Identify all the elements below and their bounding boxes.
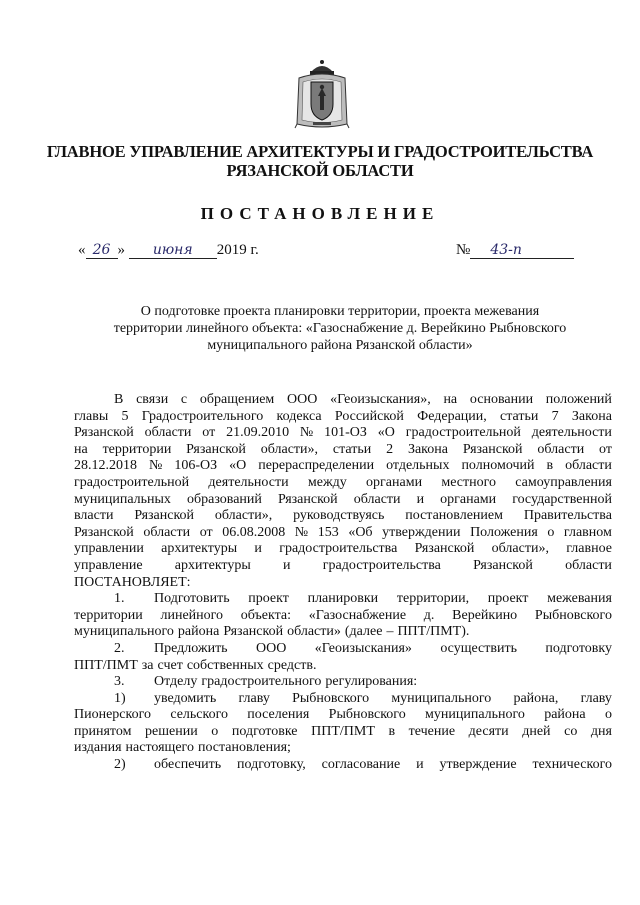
word: образований bbox=[186, 491, 262, 507]
date-close-quote: » bbox=[117, 242, 125, 258]
text-line bbox=[74, 425, 612, 442]
word: области bbox=[353, 491, 401, 507]
date-month-handwritten: июня bbox=[129, 242, 217, 259]
organization-name-line1: ГЛАВНОЕ УПРАВЛЕНИЕ АРХИТЕКТУРЫ И ГРАДОСТРОИТЕЛЬСТВА bbox=[46, 142, 594, 161]
text-line bbox=[74, 707, 612, 724]
word: «Газоснабжение bbox=[308, 607, 407, 623]
word: 2 bbox=[386, 441, 394, 457]
word: Рязанской bbox=[74, 524, 134, 540]
text-line bbox=[74, 508, 612, 525]
word: Рязанской bbox=[277, 491, 338, 507]
word: линейного bbox=[160, 607, 224, 623]
word: основании bbox=[469, 392, 534, 407]
word: и bbox=[283, 557, 291, 573]
word: области bbox=[537, 441, 585, 457]
word: «О bbox=[377, 425, 395, 441]
word: обращением bbox=[199, 392, 275, 407]
word: утверждении bbox=[382, 524, 461, 540]
word: ППТ/ПМТ bbox=[74, 657, 138, 673]
word: области bbox=[565, 458, 612, 474]
word: градостроительного bbox=[201, 674, 322, 690]
word: решении bbox=[145, 723, 198, 739]
word: между bbox=[307, 474, 347, 490]
organization-name-line2: РЯЗАНСКОЙ ОБЛАСТИ bbox=[226, 161, 414, 180]
word: 153 bbox=[317, 524, 339, 540]
word: области», bbox=[491, 541, 549, 557]
word: средств. bbox=[267, 657, 317, 673]
word: в bbox=[388, 723, 396, 739]
number-value-handwritten: 43-п bbox=[470, 242, 574, 259]
text-line bbox=[74, 492, 612, 509]
word: осуществить bbox=[440, 640, 517, 656]
word: планировки bbox=[307, 591, 379, 607]
word: от bbox=[202, 425, 216, 441]
word: власти bbox=[74, 508, 114, 524]
text-line bbox=[74, 458, 612, 475]
word: поселения bbox=[247, 707, 310, 723]
word: Отделу bbox=[154, 674, 198, 690]
word: главу bbox=[580, 690, 612, 706]
resolves-keyword: ПОСТАНОВЛЯЕТ: bbox=[74, 574, 191, 590]
word: градостроительства bbox=[322, 557, 441, 573]
word: области», bbox=[214, 508, 273, 524]
resolution-item bbox=[74, 591, 612, 608]
word: градостроительной bbox=[74, 474, 190, 490]
word: Рязанской bbox=[186, 441, 246, 457]
word: руководствуясь bbox=[293, 508, 385, 524]
word: связи bbox=[136, 392, 169, 407]
word: района bbox=[544, 707, 586, 723]
word: самоуправления bbox=[515, 474, 612, 490]
word: области» bbox=[287, 624, 341, 640]
word: территории, bbox=[396, 591, 470, 607]
word: муниципального bbox=[74, 624, 174, 640]
word: управление bbox=[74, 557, 143, 573]
word: в bbox=[546, 458, 554, 474]
word: области bbox=[143, 524, 191, 540]
word: главу bbox=[238, 690, 270, 706]
word: о bbox=[211, 723, 219, 739]
text-line bbox=[74, 608, 612, 625]
word: издания bbox=[74, 740, 122, 756]
word: ООО bbox=[256, 640, 287, 656]
word: «Геоизыскания», bbox=[330, 392, 431, 407]
word: принятом bbox=[74, 723, 132, 739]
item-text bbox=[154, 757, 612, 774]
word: Рязанской bbox=[462, 441, 523, 457]
word: подготовку bbox=[545, 640, 612, 656]
word: Рязанской bbox=[414, 541, 475, 557]
word: регулирования: bbox=[325, 674, 418, 690]
word: государственной bbox=[512, 491, 612, 507]
word: Рыбновского bbox=[534, 607, 612, 623]
word: Российской bbox=[334, 408, 404, 424]
word: Подготовить bbox=[154, 591, 230, 607]
item-number: 1) bbox=[114, 690, 126, 706]
word: д. bbox=[423, 607, 435, 623]
word: ППТ/ПМТ bbox=[311, 723, 375, 739]
text-line bbox=[74, 525, 612, 542]
word: Градостроительного bbox=[141, 408, 264, 424]
word: «О bbox=[229, 458, 247, 474]
word: «Геоизыскания» bbox=[314, 640, 412, 656]
word: и bbox=[416, 491, 425, 507]
word: градостроительной bbox=[405, 425, 521, 441]
date-open-quote: « bbox=[78, 242, 86, 258]
word: деятельности bbox=[531, 425, 612, 441]
text-line bbox=[74, 624, 612, 641]
word: муниципального bbox=[391, 690, 492, 706]
word: № bbox=[299, 425, 314, 441]
word: градостроительства bbox=[279, 541, 398, 557]
word: о bbox=[547, 524, 555, 540]
document-type-title: ПОСТАНОВЛЕНИЕ bbox=[200, 204, 440, 223]
document-number bbox=[456, 242, 574, 259]
date-day-handwritten: 26 bbox=[86, 242, 118, 259]
word: объекта: bbox=[240, 607, 291, 623]
word: архитектуры bbox=[161, 541, 238, 557]
word: технического bbox=[532, 757, 612, 773]
subject-line: О подготовке проекта планировки территории, проекта межевания bbox=[140, 304, 540, 319]
word: 5 bbox=[121, 408, 129, 424]
word: 28.12.2018 bbox=[74, 458, 137, 474]
word: муниципальных bbox=[74, 491, 171, 507]
word: статьи bbox=[500, 408, 539, 424]
word: на bbox=[443, 392, 458, 407]
word: В bbox=[114, 392, 124, 407]
word: области bbox=[565, 557, 612, 573]
number-label: № bbox=[456, 242, 471, 258]
word: Рыбновского bbox=[292, 690, 370, 706]
item-text bbox=[154, 674, 612, 691]
word: о bbox=[604, 707, 612, 723]
word: постановлением bbox=[405, 508, 503, 524]
word: Положения bbox=[470, 524, 538, 540]
word: Правительства bbox=[523, 508, 612, 524]
word: Предложить bbox=[154, 640, 228, 656]
word: местного bbox=[441, 474, 496, 490]
word: деятельности bbox=[208, 474, 289, 490]
word: органами bbox=[366, 474, 423, 490]
word: десяти bbox=[468, 723, 509, 739]
word: собственных bbox=[186, 657, 264, 673]
document-subject bbox=[80, 303, 600, 354]
resolution-items bbox=[74, 591, 612, 774]
word: 06.08.2008 bbox=[222, 524, 286, 540]
text-line bbox=[74, 442, 612, 459]
document-body bbox=[74, 392, 612, 774]
word: Верейкино bbox=[452, 607, 518, 623]
resolution-item bbox=[74, 757, 612, 774]
word: подготовке bbox=[231, 723, 298, 739]
text-line bbox=[74, 740, 612, 757]
word: № bbox=[294, 524, 309, 540]
word: от bbox=[599, 441, 612, 457]
text-line bbox=[74, 724, 612, 741]
text-line bbox=[74, 658, 612, 675]
word: органами bbox=[440, 491, 497, 507]
word: за bbox=[141, 657, 154, 673]
word: 101-ОЗ bbox=[324, 425, 367, 441]
word: и bbox=[254, 541, 262, 557]
word: «Об bbox=[348, 524, 373, 540]
word: территории bbox=[74, 607, 143, 623]
word: на bbox=[74, 441, 88, 457]
word: 106-ОЗ bbox=[174, 458, 218, 474]
text-line bbox=[74, 558, 612, 575]
text-line bbox=[74, 541, 612, 558]
word: кодекса bbox=[276, 408, 322, 424]
word: Рязанской bbox=[134, 508, 195, 524]
word: управлении bbox=[74, 541, 144, 557]
word: территории bbox=[102, 441, 172, 457]
word: положений bbox=[545, 392, 612, 407]
item-text bbox=[154, 641, 612, 658]
item-number: 2) bbox=[114, 757, 126, 773]
item-number: 1. bbox=[114, 591, 125, 607]
word: 21.09.2010 bbox=[226, 425, 290, 441]
word: со bbox=[564, 723, 578, 739]
word: дня bbox=[590, 723, 612, 739]
word: главном bbox=[563, 524, 612, 540]
word: обеспечить bbox=[154, 757, 222, 773]
subject-line: муниципального района Рязанской области» bbox=[207, 338, 473, 353]
word: статьи bbox=[332, 441, 372, 457]
document-date bbox=[78, 242, 259, 259]
word: межевания bbox=[547, 591, 612, 607]
word: Рязанской bbox=[473, 557, 533, 573]
word: подготовку, bbox=[237, 757, 306, 773]
word: согласование bbox=[321, 757, 401, 773]
word: течение bbox=[408, 723, 456, 739]
word: ППТ/ПМТ). bbox=[397, 624, 470, 640]
word: – bbox=[386, 624, 394, 640]
word: с bbox=[180, 392, 188, 407]
word: Рыбновского bbox=[328, 707, 406, 723]
word: перераспределении bbox=[258, 458, 375, 474]
word: области bbox=[144, 425, 192, 441]
word: сельского bbox=[170, 707, 228, 723]
word: дней bbox=[522, 723, 551, 739]
word: Закона bbox=[571, 408, 612, 424]
item-text bbox=[154, 591, 612, 608]
word: архитектуры bbox=[174, 557, 251, 573]
word: проект bbox=[248, 591, 289, 607]
word: уведомить bbox=[154, 690, 217, 706]
word: главное bbox=[566, 541, 612, 557]
word: главы bbox=[74, 408, 109, 424]
item-number: 2. bbox=[114, 640, 125, 656]
word: № bbox=[148, 458, 163, 474]
word: счет bbox=[157, 657, 183, 673]
word: района bbox=[177, 624, 220, 640]
word: и bbox=[416, 757, 424, 773]
text-line bbox=[74, 475, 612, 492]
word: области», bbox=[260, 441, 319, 457]
word: 7 bbox=[551, 408, 559, 424]
item-number: 3. bbox=[114, 674, 125, 690]
word: ООО bbox=[287, 392, 318, 407]
word: Рязанской bbox=[74, 425, 134, 441]
subject-line: территории линейного объекта: «Газоснабжение д. Верейкино Рыбновского bbox=[113, 321, 567, 336]
word: от bbox=[199, 524, 213, 540]
text-line bbox=[74, 409, 612, 426]
word: отдельных bbox=[386, 458, 450, 474]
item-text bbox=[154, 691, 612, 708]
word: настоящего bbox=[125, 740, 194, 756]
coat-of-arms-emblem bbox=[293, 58, 351, 132]
word: Закона bbox=[407, 441, 448, 457]
word: полномочий bbox=[461, 458, 535, 474]
word: района, bbox=[513, 690, 559, 706]
preamble-paragraph bbox=[74, 392, 612, 575]
word: постановления; bbox=[197, 740, 291, 756]
resolves-line bbox=[74, 575, 612, 592]
word: Пионерского bbox=[74, 707, 152, 723]
word: утверждение bbox=[439, 757, 517, 773]
resolution-item bbox=[74, 641, 612, 658]
resolution-item bbox=[74, 674, 612, 691]
word: проект bbox=[487, 591, 529, 607]
word: муниципального bbox=[425, 707, 525, 723]
text-line bbox=[74, 392, 612, 409]
word: Федерации, bbox=[417, 408, 487, 424]
word: Рязанской bbox=[223, 624, 284, 640]
word: (далее bbox=[344, 624, 383, 640]
resolution-item bbox=[74, 691, 612, 708]
date-year: 2019 г. bbox=[216, 242, 259, 258]
